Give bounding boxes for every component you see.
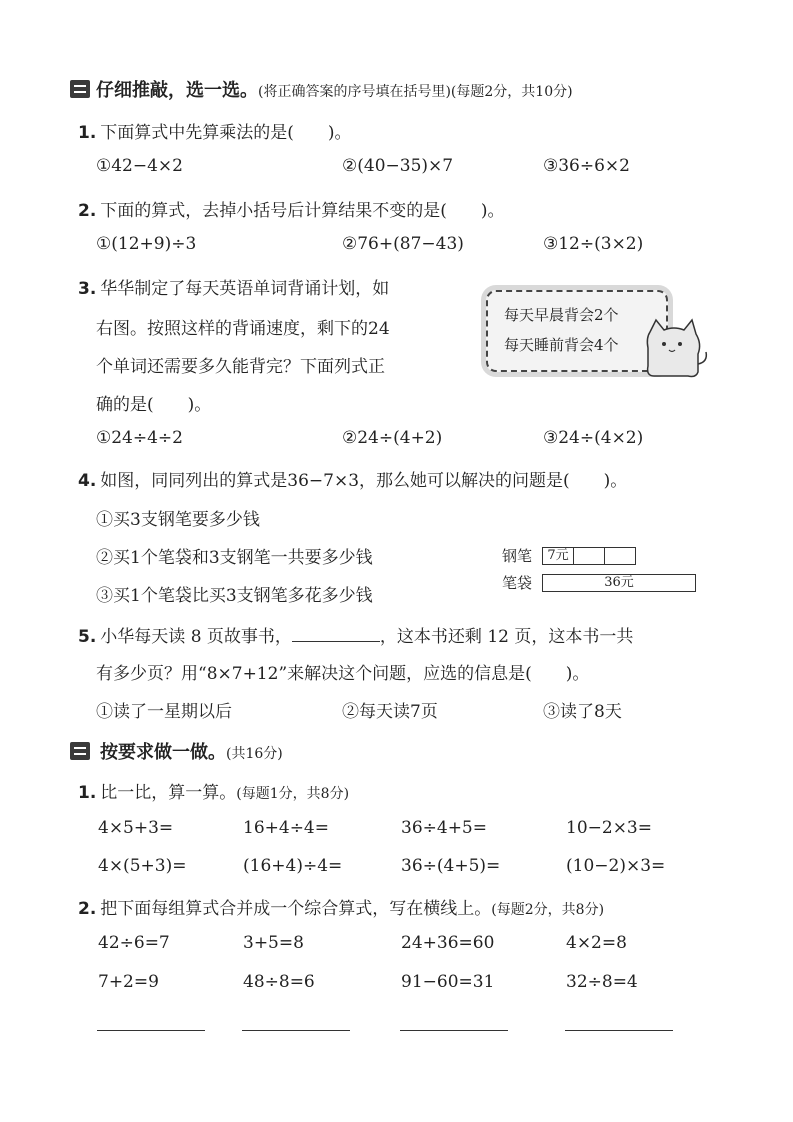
- pen-price-row: [502, 545, 636, 566]
- answer-line[interactable]: [97, 1030, 205, 1031]
- answer-line[interactable]: [565, 1030, 673, 1031]
- pen-label: 钢笔: [502, 547, 533, 565]
- question-2-option-1: ①(12+9)÷3: [96, 234, 197, 254]
- question-5-text-before: 小华每天读 8 页故事书，: [100, 627, 292, 647]
- expression-cell: 10−2×3=: [566, 818, 652, 838]
- question-1-option-2: ②(40−35)×7: [342, 156, 454, 176]
- question-5-number: 5.: [78, 627, 97, 647]
- section-two-question-1-note: (每题1分，共8分): [236, 786, 350, 802]
- question-2-option-3: ③12÷(3×2): [543, 234, 644, 254]
- section-two-heading: [100, 738, 283, 764]
- section-two-question-2-text: 把下面每组算式合并成一个综合算式，写在横线上。: [100, 899, 492, 919]
- expression-cell: 4×(5+3)=: [98, 856, 187, 876]
- equation-cell: 24+36=60: [401, 933, 495, 953]
- equation-cell: 4×2=8: [566, 933, 627, 953]
- expression-cell: 36÷(4+5)=: [401, 856, 501, 876]
- expression-cell: 16+4÷4=: [243, 818, 329, 838]
- answer-line[interactable]: [242, 1030, 350, 1031]
- question-2-text: 下面的算式，去掉小括号后计算结果不变的是( )。: [100, 201, 505, 221]
- question-2: [78, 196, 505, 221]
- question-2-option-2: ②76+(87−43): [342, 234, 464, 254]
- question-3-line-4: 确的是( )。: [96, 395, 212, 415]
- section-one-icon: [70, 80, 90, 98]
- expression-cell: 36÷4+5=: [401, 818, 487, 838]
- pen-empty-cell: [574, 547, 605, 565]
- section-two-question-2-number: 2.: [78, 899, 97, 919]
- equation-cell: 91−60=31: [401, 972, 495, 992]
- section-two-question-1-text: 比一比，算一算。: [100, 783, 237, 803]
- equation-cell: 3+5=8: [243, 933, 304, 953]
- section-two-title: 按要求做一做。: [100, 742, 226, 763]
- question-3-line-1: [78, 274, 389, 299]
- question-3-line-3: 个单词还需要多久能背完？下面列式正: [96, 357, 385, 377]
- question-3-line-2: 右图。按照这样的背诵速度，剩下的24: [96, 319, 390, 339]
- question-2-number: 2.: [78, 201, 97, 221]
- question-1: [78, 118, 352, 143]
- question-1-text: 下面算式中先算乘法的是( )。: [100, 123, 352, 143]
- question-3-option-1: ①24÷4÷2: [96, 428, 183, 448]
- question-4-option-2: ②买1个笔袋和3支钢笔一共要多少钱: [96, 548, 373, 568]
- question-5-blank[interactable]: [292, 627, 380, 642]
- equation-cell: 32÷8=4: [566, 972, 638, 992]
- question-1-option-3: ③36÷6×2: [543, 156, 630, 176]
- bag-price-cell: 36元: [542, 574, 696, 592]
- question-3-option-3: ③24÷(4×2): [543, 428, 644, 448]
- question-4-option-3: ③买1个笔袋比买3支钢笔多花多少钱: [96, 586, 373, 606]
- expression-cell: (16+4)÷4=: [243, 856, 343, 876]
- question-4-text: 如图，同同列出的算式是36−7×3，那么她可以解决的问题是( )。: [100, 471, 628, 491]
- question-5-option-1: ①读了一星期以后: [96, 702, 232, 722]
- question-4-number: 4.: [78, 471, 97, 491]
- section-one-heading: [96, 76, 573, 102]
- equation-cell: 42÷6=7: [98, 933, 170, 953]
- equation-cell: 48÷8=6: [243, 972, 315, 992]
- question-5-text-after: ，这本书还剩 12 页，这本书一共: [379, 627, 634, 647]
- question-3-number: 3.: [78, 279, 97, 299]
- question-4-option-1: ①买3支钢笔要多少钱: [96, 510, 260, 530]
- section-one-note: (将正确答案的序号填在括号里)(每题2分，共10分): [258, 84, 573, 100]
- equation-cell: 7+2=9: [98, 972, 159, 992]
- expression-cell: (10−2)×3=: [566, 856, 666, 876]
- question-5-option-3: ③读了8天: [543, 702, 622, 722]
- section-two-question-2-note: (每题2分，共8分): [491, 902, 605, 918]
- cat-illustration: [640, 318, 710, 380]
- pen-empty-cell: [605, 547, 636, 565]
- pen-price-cell: 7元: [542, 547, 574, 565]
- question-5-line-2: 有多少页？用“8×7+12”来解决这个问题，应选的信息是( )。: [96, 664, 590, 684]
- question-1-option-1: ①42−4×2: [96, 156, 183, 176]
- question-5-option-2: ②每天读7页: [342, 702, 438, 722]
- bubble-evening-text: 每天睡前背会4个: [504, 336, 619, 354]
- expression-cell: 4×5+3=: [98, 818, 174, 838]
- question-1-number: 1.: [78, 123, 97, 143]
- answer-line[interactable]: [400, 1030, 508, 1031]
- section-two-note: (共16分): [226, 746, 283, 762]
- question-3-option-2: ②24÷(4+2): [342, 428, 443, 448]
- section-one-title: 仔细推敲，选一选。: [96, 80, 258, 101]
- bag-price-row: [502, 572, 696, 593]
- question-4: [78, 466, 627, 491]
- section-two-question-1: [78, 778, 349, 803]
- question-5: [78, 622, 633, 647]
- section-two-question-1-number: 1.: [78, 783, 97, 803]
- section-two-question-2: [78, 894, 604, 919]
- question-3-text-1: 华华制定了每天英语单词背诵计划，如: [100, 279, 390, 299]
- bag-label: 笔袋: [502, 574, 533, 592]
- bubble-morning-text: 每天早晨背会2个: [504, 306, 619, 324]
- section-two-icon: [70, 742, 90, 760]
